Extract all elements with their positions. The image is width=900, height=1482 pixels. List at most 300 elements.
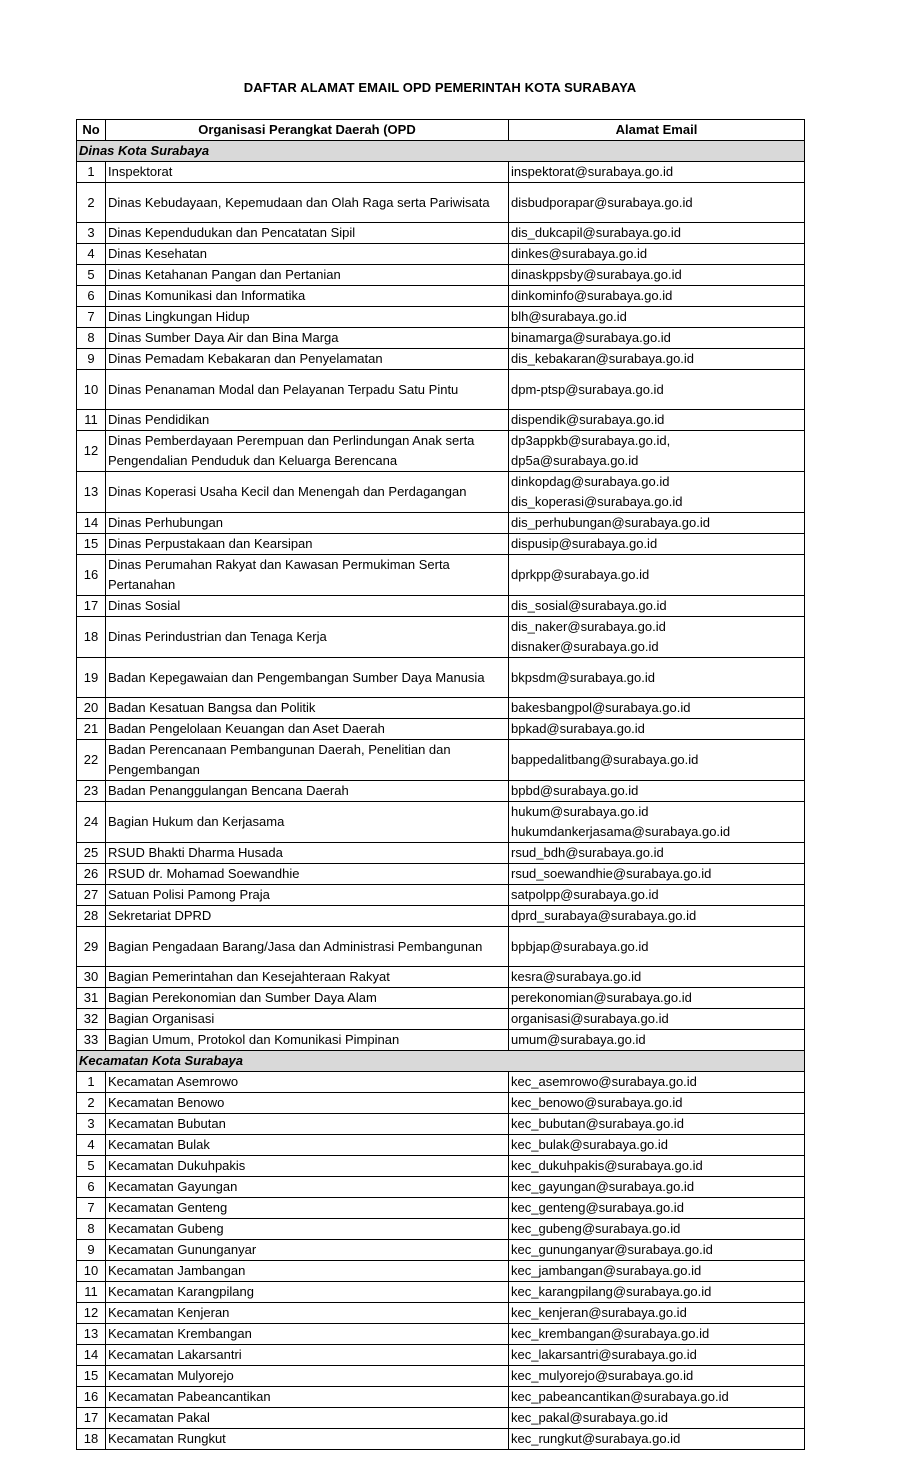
row-number: 15 bbox=[77, 1366, 106, 1387]
row-number: 11 bbox=[77, 1282, 106, 1303]
row-number: 25 bbox=[77, 843, 106, 864]
email-address: kec_lakarsantri@surabaya.go.id bbox=[511, 1347, 697, 1362]
table-body bbox=[77, 141, 805, 1450]
table-row bbox=[77, 864, 805, 885]
table-row bbox=[77, 967, 805, 988]
organization-name-line: Kecamatan Mulyorejo bbox=[108, 1368, 234, 1383]
organization-name-line: Kecamatan Gayungan bbox=[108, 1179, 238, 1194]
table-row bbox=[77, 1093, 805, 1114]
table-row bbox=[77, 1324, 805, 1345]
row-number: 26 bbox=[77, 864, 106, 885]
organization-cell bbox=[106, 1030, 509, 1051]
row-number: 4 bbox=[77, 1135, 106, 1156]
organization-name-line: RSUD dr. Mohamad Soewandhie bbox=[108, 866, 300, 881]
organization-cell bbox=[106, 802, 509, 843]
email-address: kec_genteng@surabaya.go.id bbox=[511, 1200, 684, 1215]
organization-cell bbox=[106, 988, 509, 1009]
table-row bbox=[77, 472, 805, 513]
organization-name-line: Kecamatan Genteng bbox=[108, 1200, 228, 1215]
email-cell bbox=[509, 223, 805, 244]
row-number: 9 bbox=[77, 349, 106, 370]
email-cell bbox=[509, 1219, 805, 1240]
organization-cell bbox=[106, 472, 509, 513]
organization-cell bbox=[106, 1093, 509, 1114]
organization-cell bbox=[106, 1261, 509, 1282]
email-address: dprd_surabaya@surabaya.go.id bbox=[511, 908, 697, 923]
email-cell bbox=[509, 1324, 805, 1345]
email-address: hukum@surabaya.go.id bbox=[511, 804, 649, 819]
email-cell bbox=[509, 183, 805, 223]
email-address: dis_koperasi@surabaya.go.id bbox=[511, 494, 683, 509]
organization-name-line: Dinas Perpustakaan dan Kearsipan bbox=[108, 536, 313, 551]
organization-cell bbox=[106, 906, 509, 927]
organization-name-line: Dinas Kebudayaan, Kepemudaan dan Olah Raga serta Pariwisata bbox=[108, 194, 490, 210]
email-address: dinkopdag@surabaya.go.id bbox=[511, 474, 670, 489]
row-number: 16 bbox=[77, 1387, 106, 1408]
email-address: dinaskppsby@surabaya.go.id bbox=[511, 267, 682, 282]
organization-cell bbox=[106, 719, 509, 740]
table-row bbox=[77, 719, 805, 740]
organization-name-line: Kecamatan Krembangan bbox=[108, 1326, 252, 1341]
row-number: 21 bbox=[77, 719, 106, 740]
row-number: 7 bbox=[77, 307, 106, 328]
organization-cell bbox=[106, 370, 509, 410]
email-address: blh@surabaya.go.id bbox=[511, 309, 627, 324]
email-cell bbox=[509, 1282, 805, 1303]
row-number: 29 bbox=[77, 927, 106, 967]
email-cell bbox=[509, 349, 805, 370]
row-number: 9 bbox=[77, 1240, 106, 1261]
organization-cell bbox=[106, 698, 509, 719]
email-address: kec_gununganyar@surabaya.go.id bbox=[511, 1242, 713, 1257]
email-address: bkpsdm@surabaya.go.id bbox=[511, 669, 655, 685]
organization-name-line: Dinas Komunikasi dan Informatika bbox=[108, 288, 306, 303]
table-row bbox=[77, 223, 805, 244]
organization-name-line: Bagian Hukum dan Kerjasama bbox=[108, 814, 285, 829]
email-address: dispusip@surabaya.go.id bbox=[511, 536, 658, 551]
organization-cell bbox=[106, 286, 509, 307]
row-number: 18 bbox=[77, 1429, 106, 1450]
organization-name-line: Kecamatan Karangpilang bbox=[108, 1284, 254, 1299]
table-row bbox=[77, 906, 805, 927]
organization-cell bbox=[106, 885, 509, 906]
row-number: 13 bbox=[77, 1324, 106, 1345]
organization-cell bbox=[106, 555, 509, 596]
table-row bbox=[77, 1009, 805, 1030]
table-row bbox=[77, 534, 805, 555]
table-row bbox=[77, 843, 805, 864]
email-address: perekonomian@surabaya.go.id bbox=[511, 990, 692, 1005]
email-cell bbox=[509, 328, 805, 349]
row-number: 14 bbox=[77, 1345, 106, 1366]
row-number: 10 bbox=[77, 1261, 106, 1282]
row-number: 17 bbox=[77, 1408, 106, 1429]
row-number: 8 bbox=[77, 328, 106, 349]
row-number: 15 bbox=[77, 534, 106, 555]
organization-name-line: Dinas Pemberdayaan Perempuan dan Perlindungan Anak serta bbox=[108, 433, 475, 448]
table-row bbox=[77, 1303, 805, 1324]
email-cell bbox=[509, 472, 805, 513]
table-row bbox=[77, 617, 805, 658]
email-address: bakesbangpol@surabaya.go.id bbox=[511, 700, 691, 715]
table-row bbox=[77, 431, 805, 472]
table-row bbox=[77, 513, 805, 534]
email-cell bbox=[509, 802, 805, 843]
organization-name-line: Kecamatan Kenjeran bbox=[108, 1305, 230, 1320]
organization-cell bbox=[106, 1177, 509, 1198]
organization-name-line: Dinas Penanaman Modal dan Pelayanan Terpadu Satu Pintu bbox=[108, 381, 459, 397]
organization-cell bbox=[106, 1072, 509, 1093]
organization-cell bbox=[106, 843, 509, 864]
organization-name-line: Dinas Pendidikan bbox=[108, 412, 210, 427]
section-title: Kecamatan Kota Surabaya bbox=[77, 1051, 805, 1072]
email-address: dis_naker@surabaya.go.id bbox=[511, 619, 666, 634]
table-row bbox=[77, 1429, 805, 1450]
email-cell bbox=[509, 596, 805, 617]
organization-cell bbox=[106, 617, 509, 658]
email-address: hukumdankerjasama@surabaya.go.id bbox=[511, 824, 731, 839]
organization-name-line: Kecamatan Gununganyar bbox=[108, 1242, 257, 1257]
email-address: dis_sosial@surabaya.go.id bbox=[511, 598, 667, 613]
row-number: 7 bbox=[77, 1198, 106, 1219]
organization-cell bbox=[106, 927, 509, 967]
organization-cell bbox=[106, 1387, 509, 1408]
email-cell bbox=[509, 658, 805, 698]
email-address: dis_dukcapil@surabaya.go.id bbox=[511, 225, 682, 240]
organization-name-line: Dinas Sosial bbox=[108, 598, 181, 613]
organization-name-line: Badan Kesatuan Bangsa dan Politik bbox=[108, 700, 316, 715]
row-number: 28 bbox=[77, 906, 106, 927]
table-row bbox=[77, 885, 805, 906]
organization-name-line: Bagian Umum, Protokol dan Komunikasi Pimpinan bbox=[108, 1032, 400, 1047]
email-cell bbox=[509, 1030, 805, 1051]
organization-name-line: Dinas Koperasi Usaha Kecil dan Menengah dan Perdagangan bbox=[108, 484, 467, 499]
table-row bbox=[77, 1261, 805, 1282]
section-header-row bbox=[77, 1051, 805, 1072]
row-number: 27 bbox=[77, 885, 106, 906]
email-address: kec_bulak@surabaya.go.id bbox=[511, 1137, 669, 1152]
organization-name-line: Kecamatan Bubutan bbox=[108, 1116, 226, 1131]
email-cell bbox=[509, 1387, 805, 1408]
table-row bbox=[77, 555, 805, 596]
organization-name-line: Dinas Perindustrian dan Tenaga Kerja bbox=[108, 629, 327, 644]
organization-cell bbox=[106, 349, 509, 370]
table-row bbox=[77, 265, 805, 286]
email-cell bbox=[509, 370, 805, 410]
table-row bbox=[77, 1366, 805, 1387]
organization-cell bbox=[106, 1240, 509, 1261]
organization-name-line: Dinas Sumber Daya Air dan Bina Marga bbox=[108, 330, 339, 345]
organization-cell bbox=[106, 1366, 509, 1387]
organization-name-line: Kecamatan Bulak bbox=[108, 1137, 210, 1152]
row-number: 5 bbox=[77, 265, 106, 286]
organization-name-line: Kecamatan Benowo bbox=[108, 1095, 225, 1110]
organization-name-line: Kecamatan Pakal bbox=[108, 1410, 210, 1425]
organization-cell bbox=[106, 1324, 509, 1345]
organization-name-line: Dinas Pemadam Kebakaran dan Penyelamatan bbox=[108, 351, 383, 366]
column-header-organization: Organisasi Perangkat Daerah (OPD bbox=[106, 120, 509, 141]
email-address: umum@surabaya.go.id bbox=[511, 1032, 646, 1047]
table-row bbox=[77, 370, 805, 410]
column-header-no: No bbox=[77, 120, 106, 141]
table-row bbox=[77, 1240, 805, 1261]
table-row bbox=[77, 596, 805, 617]
email-cell bbox=[509, 927, 805, 967]
email-address: dinkominfo@surabaya.go.id bbox=[511, 288, 673, 303]
email-cell bbox=[509, 1135, 805, 1156]
email-cell bbox=[509, 617, 805, 658]
table-row bbox=[77, 162, 805, 183]
email-address: kec_gubeng@surabaya.go.id bbox=[511, 1221, 681, 1236]
email-address: bpkad@surabaya.go.id bbox=[511, 721, 645, 736]
row-number: 10 bbox=[77, 370, 106, 410]
email-address: dprkpp@surabaya.go.id bbox=[511, 567, 650, 582]
organization-cell bbox=[106, 223, 509, 244]
organization-cell bbox=[106, 1156, 509, 1177]
table-row bbox=[77, 1219, 805, 1240]
table-row bbox=[77, 1114, 805, 1135]
organization-cell bbox=[106, 183, 509, 223]
email-cell bbox=[509, 513, 805, 534]
email-cell bbox=[509, 534, 805, 555]
organization-cell bbox=[106, 1303, 509, 1324]
row-number: 2 bbox=[77, 183, 106, 223]
email-cell bbox=[509, 1198, 805, 1219]
email-cell bbox=[509, 1156, 805, 1177]
organization-name-line: Kecamatan Pabeancantikan bbox=[108, 1389, 271, 1404]
email-cell bbox=[509, 864, 805, 885]
opd-email-table bbox=[76, 119, 805, 1450]
organization-name-line: Badan Pengelolaan Keuangan dan Aset Daerah bbox=[108, 721, 385, 736]
email-address: disbudporapar@surabaya.go.id bbox=[511, 194, 693, 210]
row-number: 33 bbox=[77, 1030, 106, 1051]
row-number: 1 bbox=[77, 162, 106, 183]
row-number: 16 bbox=[77, 555, 106, 596]
organization-cell bbox=[106, 596, 509, 617]
organization-name-line: Kecamatan Jambangan bbox=[108, 1263, 246, 1278]
email-address: disnaker@surabaya.go.id bbox=[511, 639, 659, 654]
row-number: 4 bbox=[77, 244, 106, 265]
email-address: binamarga@surabaya.go.id bbox=[511, 330, 671, 345]
organization-name-line: Dinas Lingkungan Hidup bbox=[108, 309, 250, 324]
organization-cell bbox=[106, 513, 509, 534]
document-title: DAFTAR ALAMAT EMAIL OPD PEMERINTAH KOTA SURABAYA bbox=[243, 80, 637, 95]
email-cell bbox=[509, 843, 805, 864]
email-address: rsud_soewandhie@surabaya.go.id bbox=[511, 866, 712, 881]
email-cell bbox=[509, 885, 805, 906]
organization-cell bbox=[106, 1429, 509, 1450]
email-address: kec_krembangan@surabaya.go.id bbox=[511, 1326, 710, 1341]
email-cell bbox=[509, 1429, 805, 1450]
row-number: 6 bbox=[77, 1177, 106, 1198]
email-cell bbox=[509, 1177, 805, 1198]
row-number: 24 bbox=[77, 802, 106, 843]
organization-name-line: Kecamatan Lakarsantri bbox=[108, 1347, 242, 1362]
organization-cell bbox=[106, 431, 509, 472]
email-address: organisasi@surabaya.go.id bbox=[511, 1011, 669, 1026]
organization-cell bbox=[106, 1135, 509, 1156]
table-row bbox=[77, 328, 805, 349]
table-row bbox=[77, 740, 805, 781]
email-cell bbox=[509, 967, 805, 988]
table-row bbox=[77, 1135, 805, 1156]
email-cell bbox=[509, 719, 805, 740]
organization-name-line: Dinas Ketahanan Pangan dan Pertanian bbox=[108, 267, 341, 282]
organization-cell bbox=[106, 244, 509, 265]
email-cell bbox=[509, 244, 805, 265]
table-row bbox=[77, 410, 805, 431]
email-address: kec_mulyorejo@surabaya.go.id bbox=[511, 1368, 694, 1383]
email-cell bbox=[509, 286, 805, 307]
email-address: dpm-ptsp@surabaya.go.id bbox=[511, 381, 664, 397]
email-address: bpbjap@surabaya.go.id bbox=[511, 938, 649, 954]
organization-name-line: Badan Kepegawaian dan Pengembangan Sumber Daya Manusia bbox=[108, 669, 485, 685]
email-cell bbox=[509, 1366, 805, 1387]
row-number: 1 bbox=[77, 1072, 106, 1093]
email-address: kec_asemrowo@surabaya.go.id bbox=[511, 1074, 697, 1089]
email-cell bbox=[509, 1408, 805, 1429]
email-cell bbox=[509, 1093, 805, 1114]
email-address: bappedalitbang@surabaya.go.id bbox=[511, 752, 699, 767]
organization-name-line: RSUD Bhakti Dharma Husada bbox=[108, 845, 283, 860]
email-address: rsud_bdh@surabaya.go.id bbox=[511, 845, 664, 860]
email-cell bbox=[509, 1072, 805, 1093]
email-address: dis_perhubungan@surabaya.go.id bbox=[511, 515, 710, 530]
organization-cell bbox=[106, 967, 509, 988]
row-number: 22 bbox=[77, 740, 106, 781]
organization-name-line: Dinas Kependudukan dan Pencatatan Sipil bbox=[108, 225, 356, 240]
email-cell bbox=[509, 698, 805, 719]
table-row bbox=[77, 183, 805, 223]
row-number: 14 bbox=[77, 513, 106, 534]
email-address: kec_dukuhpakis@surabaya.go.id bbox=[511, 1158, 703, 1173]
table-row bbox=[77, 1282, 805, 1303]
organization-name-line: Kecamatan Rungkut bbox=[108, 1431, 226, 1446]
organization-cell bbox=[106, 740, 509, 781]
table-row bbox=[77, 698, 805, 719]
row-number: 3 bbox=[77, 223, 106, 244]
email-address: kec_benowo@surabaya.go.id bbox=[511, 1095, 683, 1110]
row-number: 18 bbox=[77, 617, 106, 658]
email-address: inspektorat@surabaya.go.id bbox=[511, 164, 674, 179]
email-address: kec_karangpilang@surabaya.go.id bbox=[511, 1284, 712, 1299]
email-address: dis_kebakaran@surabaya.go.id bbox=[511, 351, 695, 366]
organization-cell bbox=[106, 864, 509, 885]
organization-cell bbox=[106, 534, 509, 555]
organization-cell bbox=[106, 781, 509, 802]
organization-name-line: Inspektorat bbox=[108, 164, 173, 179]
table-row bbox=[77, 1198, 805, 1219]
row-number: 11 bbox=[77, 410, 106, 431]
organization-cell bbox=[106, 1219, 509, 1240]
table-row bbox=[77, 1072, 805, 1093]
email-cell bbox=[509, 1114, 805, 1135]
email-address: bpbd@surabaya.go.id bbox=[511, 783, 639, 798]
table-row bbox=[77, 1408, 805, 1429]
organization-cell bbox=[106, 658, 509, 698]
organization-name-line: Kecamatan Asemrowo bbox=[108, 1074, 239, 1089]
organization-name-line: Sekretariat DPRD bbox=[108, 908, 212, 923]
organization-cell bbox=[106, 1408, 509, 1429]
table-row bbox=[77, 1177, 805, 1198]
organization-cell bbox=[106, 410, 509, 431]
table-row bbox=[77, 244, 805, 265]
organization-name-line: Dinas Perumahan Rakyat dan Kawasan Permukiman Serta bbox=[108, 557, 450, 572]
organization-name-line: Dinas Perhubungan bbox=[108, 515, 223, 530]
row-number: 31 bbox=[77, 988, 106, 1009]
email-address: kec_bubutan@surabaya.go.id bbox=[511, 1116, 684, 1131]
email-cell bbox=[509, 431, 805, 472]
row-number: 6 bbox=[77, 286, 106, 307]
organization-name-line: Kecamatan Gubeng bbox=[108, 1221, 224, 1236]
table-row bbox=[77, 781, 805, 802]
organization-cell bbox=[106, 265, 509, 286]
row-number: 20 bbox=[77, 698, 106, 719]
organization-name-line: Bagian Pengadaan Barang/Jasa dan Administrasi Pembangunan bbox=[108, 938, 483, 954]
email-cell bbox=[509, 1261, 805, 1282]
email-cell bbox=[509, 988, 805, 1009]
email-cell bbox=[509, 265, 805, 286]
email-address: kec_pabeancantikan@surabaya.go.id bbox=[511, 1389, 729, 1404]
row-number: 30 bbox=[77, 967, 106, 988]
row-number: 19 bbox=[77, 658, 106, 698]
organization-name-line: Pertanahan bbox=[108, 577, 176, 592]
email-address: kec_jambangan@surabaya.go.id bbox=[511, 1263, 702, 1278]
email-address: kec_gayungan@surabaya.go.id bbox=[511, 1179, 695, 1194]
row-number: 17 bbox=[77, 596, 106, 617]
organization-name-line: Pengendalian Penduduk dan Keluarga Berencana bbox=[108, 453, 398, 468]
table-row bbox=[77, 349, 805, 370]
section-header-row bbox=[77, 141, 805, 162]
email-cell bbox=[509, 740, 805, 781]
organization-cell bbox=[106, 1345, 509, 1366]
email-address: dispendik@surabaya.go.id bbox=[511, 412, 665, 427]
organization-name-line: Bagian Pemerintahan dan Kesejahteraan Rakyat bbox=[108, 969, 390, 984]
organization-cell bbox=[106, 307, 509, 328]
organization-cell bbox=[106, 1282, 509, 1303]
row-number: 13 bbox=[77, 472, 106, 513]
organization-name-line: Badan Penanggulangan Bencana Daerah bbox=[108, 783, 349, 798]
organization-name-line: Badan Perencanaan Pembangunan Daerah, Penelitian dan bbox=[108, 742, 451, 757]
row-number: 8 bbox=[77, 1219, 106, 1240]
row-number: 32 bbox=[77, 1009, 106, 1030]
email-cell bbox=[509, 555, 805, 596]
email-cell bbox=[509, 1240, 805, 1261]
email-address: kec_rungkut@surabaya.go.id bbox=[511, 1431, 681, 1446]
organization-cell bbox=[106, 1114, 509, 1135]
table-row bbox=[77, 307, 805, 328]
email-address: satpolpp@surabaya.go.id bbox=[511, 887, 659, 902]
email-address: dinkes@surabaya.go.id bbox=[511, 246, 648, 261]
organization-name-line: Dinas Kesehatan bbox=[108, 246, 208, 261]
email-address: kesra@surabaya.go.id bbox=[511, 969, 642, 984]
email-address: dp5a@surabaya.go.id bbox=[511, 453, 639, 468]
row-number: 12 bbox=[77, 431, 106, 472]
table-row bbox=[77, 658, 805, 698]
email-cell bbox=[509, 1345, 805, 1366]
table-row bbox=[77, 1030, 805, 1051]
email-cell bbox=[509, 307, 805, 328]
row-number: 5 bbox=[77, 1156, 106, 1177]
organization-cell bbox=[106, 1009, 509, 1030]
organization-name-line: Kecamatan Dukuhpakis bbox=[108, 1158, 246, 1173]
row-number: 23 bbox=[77, 781, 106, 802]
organization-name-line: Bagian Perekonomian dan Sumber Daya Alam bbox=[108, 990, 377, 1005]
email-address: dp3appkb@surabaya.go.id, bbox=[511, 433, 671, 448]
table-header-row bbox=[77, 120, 805, 141]
row-number: 3 bbox=[77, 1114, 106, 1135]
email-address: kec_kenjeran@surabaya.go.id bbox=[511, 1305, 687, 1320]
